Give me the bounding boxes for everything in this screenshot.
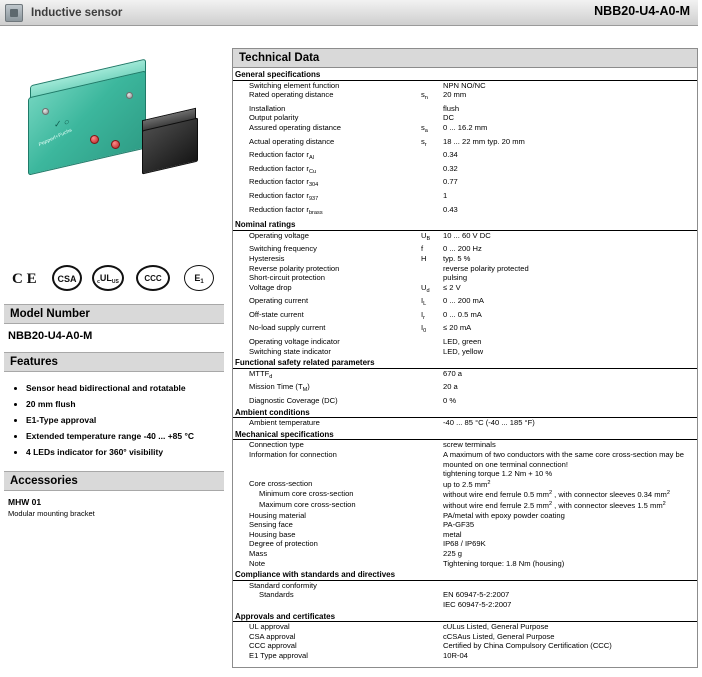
table-row [233, 347, 697, 357]
row-value: PA/metal with epoxy powder coating [443, 510, 565, 520]
table-row [233, 530, 697, 540]
row-value: typ. 5 % [443, 253, 471, 263]
row-label: Assured operating distance [249, 122, 342, 132]
row-label: CSA approval [249, 631, 296, 641]
accessories-heading: Accessories [4, 471, 224, 491]
accessory-name: MHW 01 [8, 497, 42, 507]
row-symbol [419, 80, 441, 90]
row-label: Switching frequency [249, 244, 317, 254]
row-symbol [419, 177, 441, 191]
row-label: Diagnostic Coverage (DC) [249, 396, 338, 406]
row-label: Rated operating distance [249, 90, 334, 100]
row-label: Information for connection [249, 450, 337, 459]
row-value: 0 ... 200 Hz [443, 244, 482, 254]
row-symbol [419, 641, 441, 651]
left-column [0, 26, 228, 677]
row-value: 670 a [443, 368, 463, 378]
row-label: Output polarity [249, 113, 299, 123]
table-row [233, 632, 697, 642]
table-row [233, 450, 697, 479]
table-row [233, 113, 697, 123]
table-row [233, 205, 697, 219]
row-value: A maximum of two conductors with the same core cross-section may be mounted on one terminal connection! tightening torque 1.2 Nm + 10 % [443, 450, 684, 479]
table-group-header [233, 568, 697, 580]
row-symbol [419, 479, 441, 490]
row-symbol: $I_0$ [421, 323, 427, 335]
table-row [233, 520, 697, 530]
table-group-header [233, 356, 697, 368]
table-row [233, 230, 697, 244]
screw-icon [42, 108, 49, 115]
table-group-header [233, 68, 697, 80]
table-row [233, 489, 697, 500]
row-label: Short-circuit protection [249, 273, 325, 283]
ce-logo: C E [12, 271, 37, 287]
row-symbol [419, 347, 441, 357]
e1-logo-suffix: 1 [200, 279, 204, 285]
row-symbol [419, 164, 441, 178]
ce-marking-on-device: ✓ ○ [54, 116, 70, 130]
row-label: Standard conformity [249, 580, 317, 590]
row-value: without wire end ferrule 2.5 $mm^2$ , with connector sleeves 1.5 $mm^2$ [443, 500, 666, 510]
row-symbol: $s_r$ [421, 136, 427, 148]
group-title: Mechanical specifications [233, 428, 697, 440]
row-symbol [419, 511, 441, 521]
row-value: Tightening torque: 1.8 Nm (housing) [443, 558, 565, 568]
row-symbol [419, 651, 441, 661]
table-row [233, 310, 697, 324]
table-row [233, 396, 697, 406]
row-symbol [419, 440, 441, 450]
table-row [233, 651, 697, 661]
table-row [233, 337, 697, 347]
table-row [233, 559, 697, 569]
row-value: 225 g [443, 548, 463, 558]
device-label: Pepperl+Fuchs [38, 127, 73, 149]
technical-data-heading: Technical Data [233, 49, 697, 68]
row-value: reverse polarity protected [443, 263, 529, 273]
row-value: EN 60947-5-2:2007 IEC 60947-5-2:2007 [443, 590, 512, 609]
row-symbol: $I_L$ [421, 296, 427, 308]
row-value: cULus Listed, General Purpose [443, 622, 549, 632]
row-symbol [419, 530, 441, 540]
row-value: up to 2.5 $mm^2$ [443, 479, 491, 489]
row-label: Operating voltage indicator [249, 337, 340, 347]
group-title: Ambient conditions [233, 406, 697, 418]
row-value: DC [443, 113, 454, 123]
row-value: 0 % [443, 396, 457, 406]
row-label: Installation [249, 103, 286, 113]
row-label: Sensing face [249, 520, 293, 530]
row-symbol: $I_r$ [421, 309, 425, 321]
row-label: Mass [249, 548, 268, 558]
row-value: 0 ... 16.2 mm [443, 122, 488, 132]
csa-logo: CSA [52, 265, 82, 291]
row-value: 0.43 [443, 204, 458, 214]
row-symbol [419, 559, 441, 569]
table-group-header [233, 610, 697, 622]
row-value: 0 ... 0.5 mA [443, 309, 482, 319]
table-row [233, 164, 697, 178]
table-row [233, 150, 697, 164]
row-value: 0.34 [443, 150, 458, 160]
row-label: Core cross-section [249, 478, 313, 488]
row-label: Connection type [249, 440, 304, 450]
row-value: screw terminals [443, 440, 496, 450]
product-photo [0, 26, 228, 226]
table-row [233, 500, 697, 511]
table-row [233, 479, 697, 490]
table-row [233, 590, 697, 609]
row-value: flush [443, 103, 460, 113]
row-symbol [419, 205, 441, 219]
row-label: $MTTF_d$ [249, 368, 273, 380]
page-title: Inductive sensor [31, 6, 123, 19]
row-symbol [419, 489, 441, 500]
table-row [233, 273, 697, 283]
row-value: 10R-04 [443, 650, 468, 660]
row-value: metal [443, 529, 462, 539]
model-number-value: NBB20-U4-A0-M [8, 330, 93, 342]
row-symbol [419, 337, 441, 347]
e1-logo-text: E [194, 273, 201, 283]
page-header [0, 0, 702, 26]
row-label: Reduction factor $r_{304}$ [249, 177, 319, 189]
row-label: Operating current [249, 296, 309, 306]
table-row [233, 80, 697, 90]
row-value: cCSAus Listed, General Purpose [443, 631, 555, 641]
ul-logo-prefix: c [97, 279, 100, 285]
group-title: Nominal ratings [233, 218, 697, 230]
row-value: ≤ 2 V [443, 282, 461, 292]
page-right-edge [698, 0, 702, 677]
row-label: Mission Time $(T_M)$ [249, 382, 310, 394]
table-row [233, 641, 697, 651]
row-label: Switching state indicator [249, 346, 331, 356]
row-symbol [419, 150, 441, 164]
row-label: Off-state current [249, 309, 304, 319]
table-row [233, 254, 697, 264]
table-group-header [233, 428, 697, 440]
ul-logo-text: UL [99, 273, 112, 283]
group-title: General specifications [233, 68, 697, 80]
row-value: pulsing [443, 273, 468, 283]
row-symbol: $s_a$ [421, 122, 428, 134]
row-symbol [419, 520, 441, 530]
table-row [233, 296, 697, 310]
row-value: 0 ... 200 mA [443, 296, 484, 306]
row-value: -40 ... 85 °C (-40 ... 185 °F) [443, 418, 535, 428]
row-label: Reverse polarity protection [249, 263, 340, 273]
row-value: without wire end ferrule 0.5 $mm^2$ , with connector sleeves 0.34 $mm^2$ [443, 490, 670, 500]
row-label: Reduction factor $r_{brass}$ [249, 204, 323, 216]
row-value: Certified by China Compulsory Certification (CCC) [443, 641, 612, 651]
model-number-heading: Model Number [4, 304, 224, 324]
row-symbol [419, 500, 441, 511]
row-symbol [419, 549, 441, 559]
row-label: CCC approval [249, 641, 297, 651]
row-symbol [419, 396, 441, 406]
row-symbol [419, 368, 441, 382]
accessory-description: Modular mounting bracket [8, 509, 95, 518]
row-value: IP68 / IP69K [443, 539, 486, 549]
row-value: NPN NO/NC [443, 80, 486, 90]
features-list [8, 383, 220, 458]
row-label: Actual operating distance [249, 136, 335, 146]
row-label: Ambient temperature [249, 418, 320, 428]
group-title: Compliance with standards and directives [233, 568, 697, 580]
row-label: Housing material [249, 510, 306, 520]
row-value: 20 a [443, 382, 458, 392]
row-label: Note [249, 558, 266, 568]
row-value: PA-GF35 [443, 520, 475, 530]
row-symbol [419, 113, 441, 123]
row-value: LED, green [443, 337, 482, 347]
row-symbol [419, 450, 441, 479]
list-item: • 20 mm flush [26, 399, 220, 410]
list-item: • E1-Type approval [26, 415, 220, 426]
row-value: 0.77 [443, 177, 458, 187]
table-group-header [233, 406, 697, 418]
table-row [233, 264, 697, 274]
table-row [233, 368, 697, 382]
row-symbol [419, 418, 441, 428]
row-label: Voltage drop [249, 282, 292, 292]
header-model-number: NBB20-U4-A0-M [594, 4, 690, 18]
row-symbol [419, 382, 441, 396]
led-indicator-icon [111, 140, 120, 149]
table-row [233, 244, 697, 254]
row-label: No-load supply current [249, 323, 326, 333]
row-symbol [419, 580, 441, 590]
row-label: Reduction factor $r_{Cu}$ [249, 163, 317, 175]
table-row [233, 123, 697, 137]
ul-logo-suffix: US [111, 279, 119, 285]
row-label: E1 Type approval [249, 650, 308, 660]
table-row [233, 539, 697, 549]
accessories-body [0, 491, 228, 524]
ul-logo [92, 265, 124, 291]
row-symbol [419, 590, 441, 609]
list-item: • Sensor head bidirectional and rotatable [26, 383, 220, 394]
row-label: Minimum core cross-section [259, 489, 354, 499]
features-body [0, 372, 228, 471]
ccc-logo: CCC [136, 265, 170, 291]
row-symbol [419, 539, 441, 549]
table-row [233, 177, 697, 191]
row-label: Switching element function [249, 80, 340, 90]
table-row [233, 418, 697, 428]
row-label: Operating voltage [249, 230, 309, 240]
list-item: • Extended temperature range -40 ... +85 °C [26, 431, 220, 442]
group-title: Approvals and certificates [233, 610, 697, 622]
row-value [441, 580, 697, 590]
table-row [233, 622, 697, 632]
table-row [233, 549, 697, 559]
technical-data-table [233, 68, 697, 660]
table-row [233, 382, 697, 396]
table-row [233, 90, 697, 104]
row-symbol: H [421, 253, 427, 263]
row-value: 20 mm [443, 90, 467, 100]
table-row [233, 580, 697, 590]
row-label: Maximum core cross-section [259, 499, 356, 509]
row-value: ≤ 20 mA [443, 323, 472, 333]
row-symbol: $U_B$ [421, 230, 431, 242]
row-label: Degree of protection [249, 539, 318, 549]
row-value: 10 ... 60 V DC [443, 230, 491, 240]
row-symbol [419, 632, 441, 642]
row-symbol [419, 104, 441, 114]
row-symbol: $s_n$ [421, 90, 428, 102]
row-symbol [419, 622, 441, 632]
row-symbol [419, 191, 441, 205]
approval-logo-row [0, 261, 228, 301]
row-symbol: $U_d$ [421, 282, 430, 294]
row-symbol [419, 264, 441, 274]
e1-logo [184, 265, 214, 291]
row-symbol [419, 273, 441, 283]
row-label: Reduction factor $r_{Al}$ [249, 150, 314, 162]
row-value: LED, yellow [443, 346, 484, 356]
list-item: • 4 LEDs indicator for 360° visibility [26, 447, 220, 458]
row-label: UL approval [249, 622, 290, 632]
row-label: Hysteresis [249, 253, 285, 263]
row-symbol: f [421, 244, 424, 254]
table-row [233, 323, 697, 337]
row-value: 1 [443, 190, 448, 200]
features-heading: Features [4, 352, 224, 372]
table-row [233, 104, 697, 114]
table-row [233, 283, 697, 297]
table-group-header [233, 218, 697, 230]
group-title: Functional safety related parameters [233, 356, 697, 368]
sensor-icon [5, 4, 23, 22]
screw-icon [126, 92, 133, 99]
row-value: 18 ... 22 mm typ. 20 mm [443, 136, 525, 146]
table-row [233, 191, 697, 205]
technical-data-panel [232, 48, 698, 668]
row-value: 0.32 [443, 163, 458, 173]
table-row [233, 440, 697, 450]
row-label: Standards [259, 590, 294, 600]
row-label: Housing base [249, 529, 296, 539]
table-row [233, 511, 697, 521]
row-label: Reduction factor $r_{937}$ [249, 190, 319, 202]
table-row [233, 137, 697, 151]
